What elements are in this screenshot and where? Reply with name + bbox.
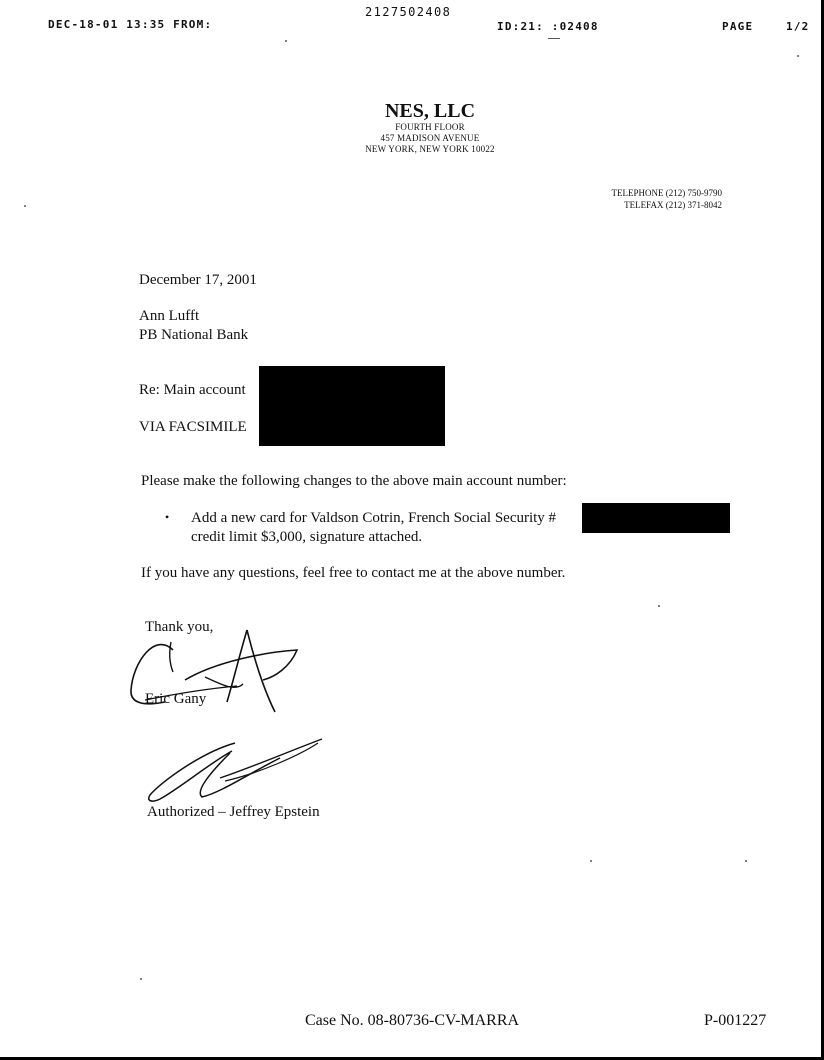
authorized-line: Authorized – Jeffrey Epstein [147, 804, 320, 820]
redaction-box [582, 503, 730, 533]
scan-speck [24, 205, 26, 207]
letter-date: December 17, 2001 [139, 272, 257, 288]
redaction-box [259, 366, 445, 446]
signature-jeffrey-epstein [140, 733, 330, 808]
address-line: 457 MADISON AVENUE [380, 133, 480, 143]
recipient-name: Ann Lufft [139, 308, 200, 324]
letterhead [0, 100, 824, 155]
intro-paragraph: Please make the following changes to the above main account number: [141, 473, 567, 489]
signer-name: Eric Gany [145, 691, 207, 707]
fax-page-number: 1/2 [786, 20, 810, 33]
re-line: Re: Main account [139, 382, 246, 398]
scan-speck [590, 860, 592, 862]
bullet-marker: • [165, 510, 170, 524]
telefax: TELEFAX (212) 371-8042 [624, 200, 722, 210]
company-name: NES, LLC [384, 100, 476, 122]
address-line: NEW YORK, NEW YORK 10022 [365, 144, 495, 154]
scan-speck [140, 978, 142, 980]
scan-speck [745, 860, 747, 862]
signature-eric-gany [125, 622, 310, 717]
scan-speck [548, 38, 560, 39]
thanks-line: Thank you, [145, 619, 214, 635]
fax-id: ID:21: :02408 [497, 20, 599, 33]
fax-page-label: PAGE [722, 20, 754, 33]
telephone: TELEPHONE (212) 750-9790 [611, 188, 722, 198]
bates-number: P-001227 [704, 1012, 767, 1029]
recipient-bank: PB National Bank [139, 327, 249, 343]
case-number: Case No. 08-80736-CV-MARRA [305, 1012, 520, 1029]
fax-sent-line: DEC-18-01 13:35 FROM: [48, 18, 213, 31]
via-line: VIA FACSIMILE [139, 419, 247, 435]
closing-question: If you have any questions, feel free to contact me at the above number. [141, 565, 566, 581]
address-line: FOURTH FLOOR [395, 122, 465, 132]
scan-speck [797, 55, 799, 57]
contact-block [560, 187, 722, 211]
bullet-text-line: Add a new card for Valdson Cotrin, French Social Security # [191, 510, 557, 526]
bullet-text-line: credit limit $3,000, signature attached. [191, 529, 423, 545]
fax-top-number: 2127502408 [365, 5, 452, 19]
scan-speck [285, 40, 287, 42]
scan-speck [658, 605, 660, 607]
